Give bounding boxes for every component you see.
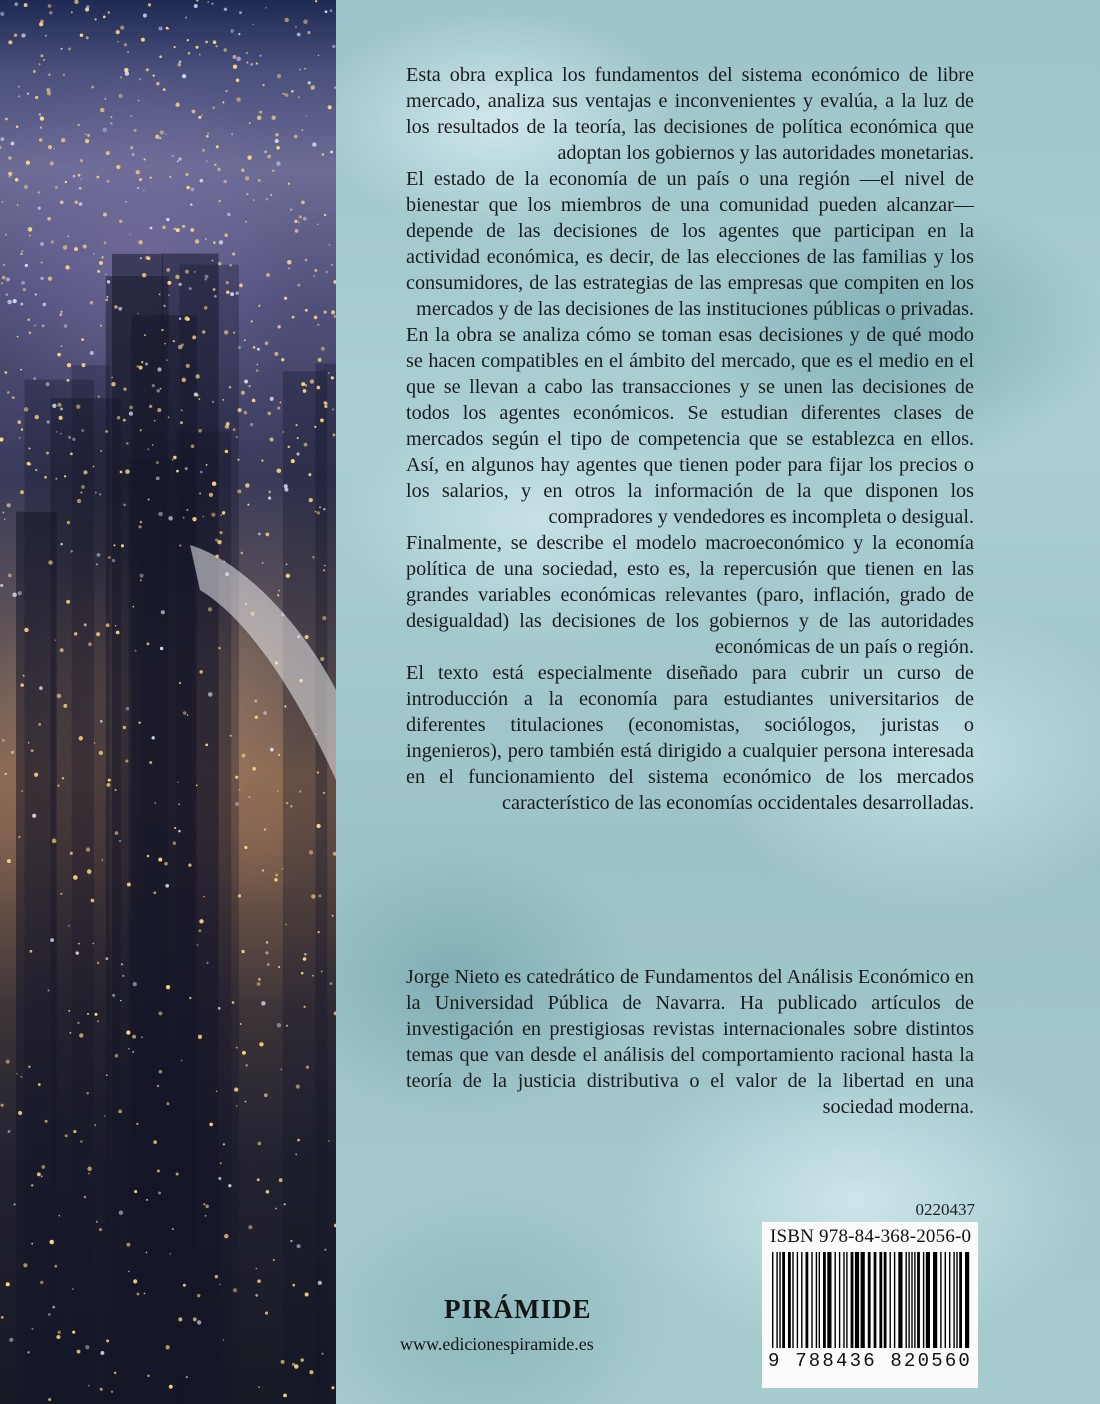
description-paragraph-5: El texto está especialmente diseñado para cubrir un curso de introducción a la economía para estudiantes universitarios de diferentes titulaciones (economistas, sociólogos, juristas o ingenieros), pero también está dirigido a cualquier persona interesada en el funcionamiento del sistema económico de los mercados característico de las economías occidentales desarrolladas. — [406, 662, 974, 814]
description-paragraph-2: El estado de la economía de un país o una región —el nivel de bienestar que los miembros de una comunidad pueden alcanzar— depende de las decisiones de los agentes que participan en la actividad económica, es decir, de las elecciones de las familias y los consumidores, de las estrategias de las empresas que compiten en los mercados y de las decisiones de las instituciones públicas o privadas. — [406, 168, 974, 320]
author-bio: Jorge Nieto es catedrático de Fundamentos del Análisis Económico en la Universidad Pública de Navarra. Ha publicado artículos de investigación en prestigiosas revistas internacionales sobre distintos temas que van desde el análisis del comportamiento racional hasta la teoría de la justicia distributiva o el valor de la libertad en una sociedad moderna. — [406, 966, 974, 1118]
barcode-box — [762, 1222, 978, 1388]
publisher-url[interactable]: www.edicionespiramide.es — [400, 1334, 594, 1354]
barcode-digits: 9 788436 820560 — [768, 1350, 973, 1372]
description-block — [406, 62, 974, 816]
description-paragraph-3: En la obra se analiza cómo se toman esas decisiones y de qué modo se hacen compatibles en el ámbito del mercado, que es el medio en el que se llevan a cabo las transacciones y se unen las decisiones de todos los agentes económicos. Se estudian diferentes clases de mercados según el tipo de competencia que se establezca en ellos. Así, en algunos hay agentes que tienen poder para fijar los precios o los salarios, y en otros la información de la que disponen los compradores y vendedores es incompleta o desigual. — [406, 324, 974, 528]
description-paragraph-4: Finalmente, se describe el modelo macroeconómico y la economía política de una sociedad, esto es, la repercusión que tienen en las grandes variables económicas relevantes (paro, inflación, grado de desigualdad) las decisiones de los gobiernos y de las autoridades económicas de un país o región. — [406, 532, 974, 658]
product-code: 0220437 — [915, 1200, 975, 1219]
author-bio-block — [406, 964, 974, 1120]
publisher-logo: PIRÁMIDE — [444, 1294, 592, 1324]
isbn-label: ISBN 978-84-368-2056-0 — [770, 1226, 972, 1247]
cover-photo-city-hands — [0, 0, 336, 1404]
city-lights-photo — [0, 0, 336, 1404]
back-cover-panel — [336, 0, 1100, 1404]
description-paragraph-1: Esta obra explica los fundamentos del sistema económico de libre mercado, analiza sus ventajas e inconvenientes y evalúa, a la luz de los resultados de la teoría, las decisiones de política económica que adoptan los gobiernos y las autoridades monetarias. — [406, 64, 974, 164]
barcode-icon — [770, 1252, 970, 1350]
